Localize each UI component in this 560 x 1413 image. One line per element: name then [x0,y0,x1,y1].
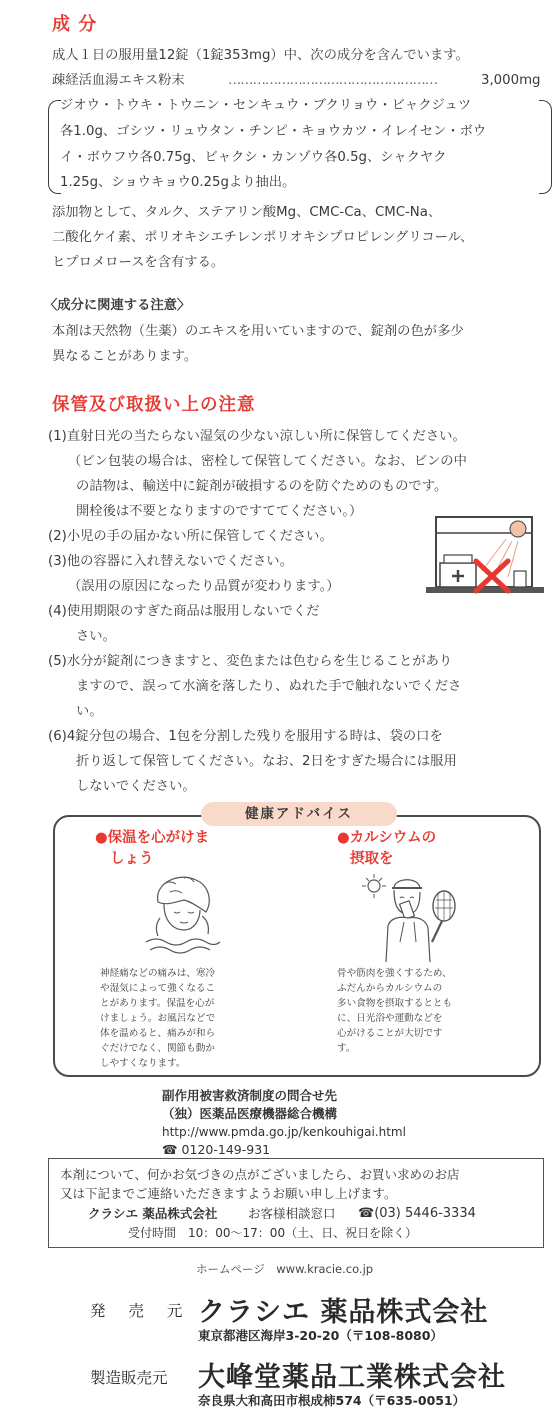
additives-line: 二酸化ケイ素、ポリオキシエチレンポリオキシプロピレングリコール、 [52,230,474,245]
herbs-line: イ・ボウフウ各0.75g、ビャクシ・カンゾウ各0.5g、シャクヤク [60,150,447,165]
relief-url[interactable]: http://www.pmda.go.jp/kenkouhigai.html [162,1125,406,1139]
seller-name: クラシエ 薬品株式会社 [198,1297,489,1328]
contact-desk: お客様相談窓口 [248,1206,336,1221]
advice-right-text: に、日光浴や運動などを [337,1013,443,1024]
storage-line: （ビン包装の場合は、密栓して保管してください。なお、ビンの中 [68,454,467,469]
additives-line: 添加物として、タルク、ステアリン酸Mg、CMC-Ca、CMC-Na、 [52,205,442,220]
storage-line: （誤用の原因になったり品質が変わります。） [68,579,340,594]
storage-heading: 保管及び取扱い上の注意 [52,395,256,415]
storage-line: (6)4錠分包の場合、1包を分割した残りを服用する時は、袋の口を [48,729,443,744]
manufacturer-address: 奈良県大和高田市根成柿574（〒635-0051） [198,1393,466,1408]
related-note-line: 本剤は天然物（生薬）のエキスを用いていますので、錠剤の色が多少 [52,324,464,339]
contact-line: 又は下記までご連絡いただきますようお願い申し上げます。 [60,1186,397,1201]
bathing-woman-icon [140,872,224,956]
related-note-line: 異なることがあります。 [52,349,198,364]
extract-amount: 3,000mg [481,73,541,88]
ingredients-intro: 成人１日の服用量12錠（1錠353mg）中、次の成分を含んでいます。 [52,48,469,63]
advice-right-text: す。 [337,1043,356,1054]
advice-right-text: 骨や筋肉を強くするため、 [337,968,452,979]
advice-left-text: 神経痛などの痛みは、寒冷 [100,968,216,979]
advice-left-text: 体を温めると、痛みが和ら [100,1028,216,1039]
storage-line: 折り返して保管してください。なお、2日をすぎた場合には服用 [76,754,457,769]
manufacturer-label: 製造販売元 [90,1369,168,1387]
seller-label: 発 売 元 [90,1302,192,1320]
manufacturer-name: 大峰堂薬品工業株式会社 [198,1362,506,1393]
related-note-heading: 〈成分に関連する注意〉 [44,298,191,313]
contact-company: クラシエ 薬品株式会社 [88,1206,218,1221]
advice-right-text: 心がけることが大切です [337,1028,443,1039]
advice-right-heading: ●カルシウムの [337,830,437,846]
homepage-link[interactable]: ホームページ www.kracie.co.jp [196,1262,374,1276]
storage-line: (4)使用期限のすぎた商品は服用しないでくだ [48,604,320,619]
herbs-line: 各1.0g、ゴシツ・リュウタン・チンピ・キョウカツ・イレイセン・ボウ [60,124,487,139]
seller-address: 東京都港区海岸3-20-20（〒108-8080） [198,1328,443,1343]
contact-phone: ☎(03) 5446-3334 [358,1206,476,1221]
additives-line: ヒプロメロースを含有する。 [52,255,225,270]
advice-left-text: ぐだけでなく、関節も動か [100,1043,215,1054]
storage-line: (1)直射日光の当たらない湿気の少ない涼しい所に保管してください。 [48,429,466,444]
extract-leader-dots: …………………………………………… [228,73,438,88]
storage-line: (5)水分が錠剤につきますと、変色または色むらを生じることがあり [48,654,453,669]
ingredients-heading: 成 分 [52,14,98,35]
tennis-man-drinking-icon [360,872,460,964]
advice-left-heading: ●保温を心がけま [95,830,210,846]
storage-line: (3)他の容器に入れ替えないでください。 [48,554,293,569]
contact-line: 本剤について、何かお気づきの点がございましたら、お買い求めのお店 [60,1167,460,1182]
advice-left-heading: しょう [110,851,154,867]
advice-left-text: けましょう。お風呂などで [100,1013,216,1024]
storage-line: の詰物は、輸送中に錠剤が破損するのを防ぐためのものです。 [76,479,448,494]
storage-line: ますので、誤って水滴を落したり、ぬれた手で触れないでくださ [76,679,462,694]
storage-line: しないでください。 [76,779,196,794]
storage-warning-icon [426,515,544,607]
health-advice-title: 健康アドバイス [201,802,397,826]
herbs-line: ジオウ・トウキ・トウニン・センキュウ・ブクリョウ・ビャクジュツ [60,98,472,113]
advice-left-text: や湿気によって強くなるこ [100,983,216,994]
storage-line: い。 [76,704,103,719]
advice-left-text: しやすくなります。 [100,1058,186,1069]
advice-right-text: ふだんからカルシウムの [337,983,443,994]
relief-line: 副作用被害救済制度の問合せ先 [162,1088,338,1103]
storage-line: さい。 [76,629,116,644]
advice-left-text: とがあります。保温を心が [100,998,215,1009]
storage-line: 開栓後は不要となりますのですててください。） [76,504,363,519]
relief-phone: ☎ 0120-149-931 [162,1142,271,1157]
herbs-line: 1.25g、ショウキョウ0.25gより抽出。 [60,175,296,190]
contact-hours: 受付時間 10：00〜17：00（土、日、祝日を除く） [128,1226,418,1240]
relief-line: （独）医薬品医療機器総合機構 [162,1106,338,1121]
storage-line: (2)小児の手の届かない所に保管してください。 [48,529,333,544]
advice-right-heading: 摂取を [350,851,394,867]
advice-right-text: 多い食物を摂取するととも [337,998,453,1009]
extract-name: 疎経活血湯エキス粉末 [52,73,185,88]
